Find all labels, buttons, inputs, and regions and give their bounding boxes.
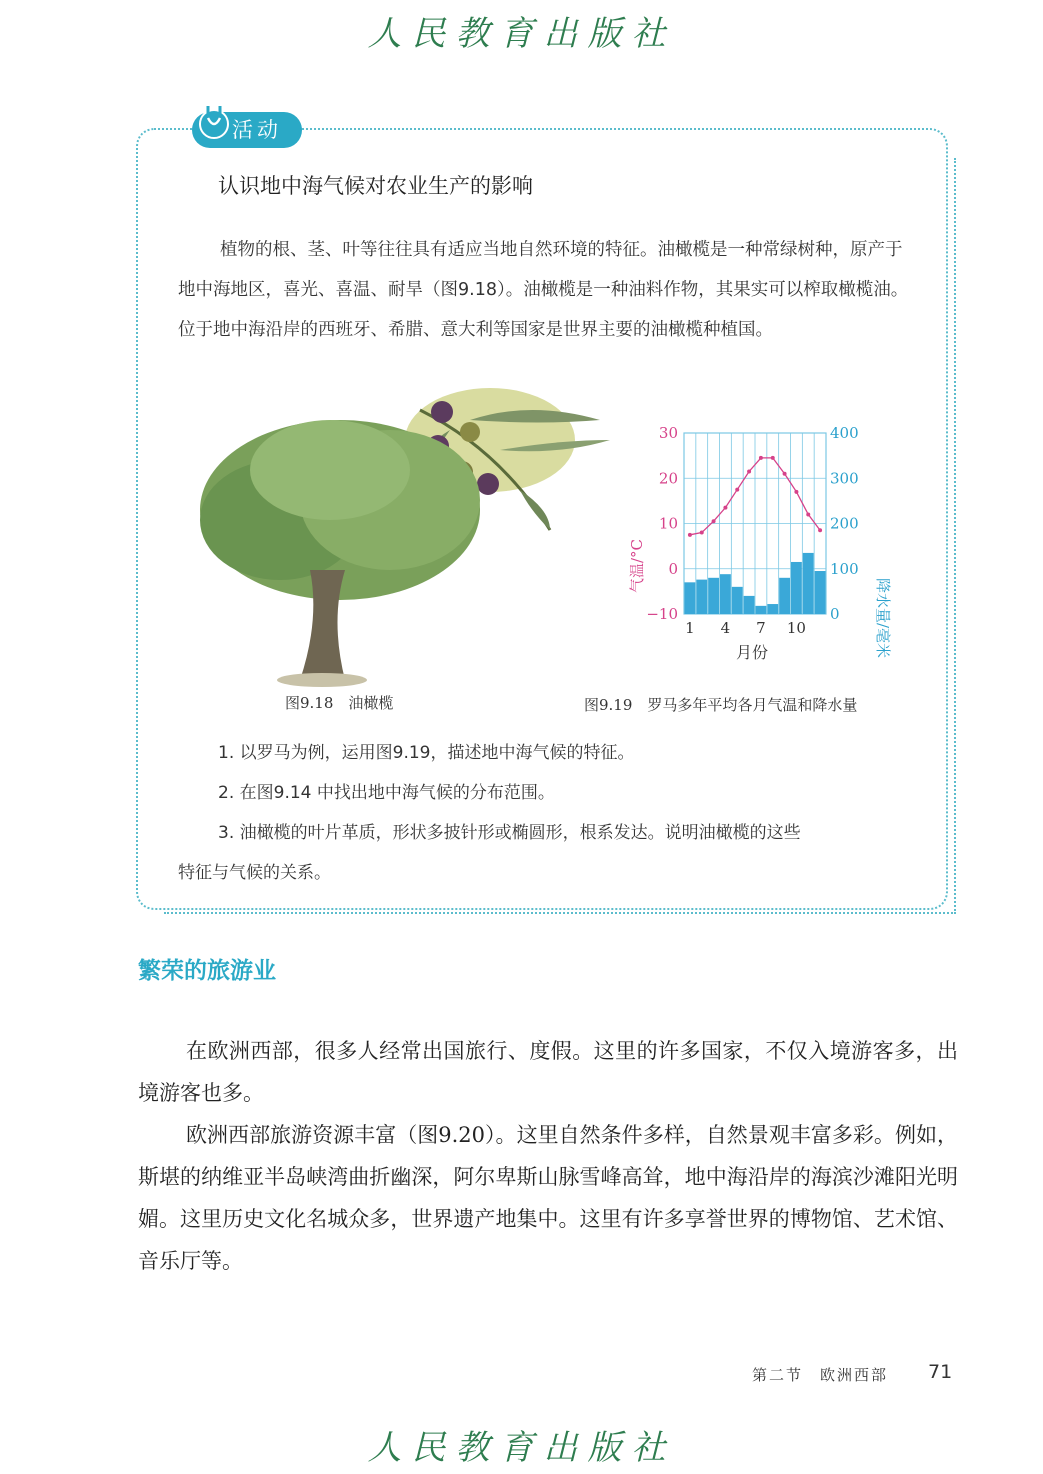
right-tick-label: 200 — [830, 514, 859, 533]
temperature-point — [806, 512, 810, 516]
figure-9-19-caption: 图9.19 罗马多年平均各月气温和降水量 — [584, 696, 858, 714]
right-axis-label: 降水量/毫米 — [874, 578, 892, 659]
section-title: 繁荣的旅游业 — [138, 957, 276, 984]
question-3: 3. 油橄榄的叶片革质，形状多披针形或椭圆形，根系发达。说明油橄榄的这些 — [218, 823, 801, 843]
page-number: 71 — [928, 1361, 953, 1383]
right-tick-label: 0 — [830, 605, 840, 623]
precipitation-bar — [744, 596, 755, 614]
temperature-point — [783, 472, 787, 476]
precipitation-bar — [791, 562, 802, 614]
temperature-point — [735, 488, 739, 492]
question-3-continued: 特征与气候的关系。 — [178, 863, 331, 883]
temperature-point — [771, 456, 775, 460]
activity-box-shadow-bottom — [164, 912, 956, 916]
tree-icon — [200, 420, 480, 687]
left-tick-label: 30 — [658, 424, 678, 442]
rome-climate-chart — [620, 418, 890, 668]
question-2: 2. 在图9.14 中找出地中海气候的分布范围。 — [218, 783, 555, 803]
precipitation-bar — [803, 553, 814, 614]
precipitation-bar — [720, 574, 731, 614]
body-paragraph-2: 欧洲西部旅游资源丰富（图9.20）。这里自然条件多样，自然景观丰富多彩。例如，斯堪的纳维亚半岛峡湾曲折幽深，阿尔卑斯山脉雪峰高耸，地中海沿岸的海滨沙滩阳光明媚。这里历史文化名城众多，世界遗产地集中。这里有许多享誉世界的博物馆、艺术馆、音乐厅等。 — [138, 1123, 958, 1273]
right-tick-label: 300 — [830, 469, 859, 488]
precipitation-bar — [732, 587, 743, 614]
left-tick-label: 0 — [668, 559, 678, 578]
precipitation-bar — [685, 582, 696, 614]
temperature-point — [723, 506, 727, 510]
figure-9-18-caption: 图9.18 油橄榄 — [285, 694, 394, 712]
activity-box-shadow-right — [954, 158, 956, 914]
temperature-point — [688, 533, 692, 537]
right-tick-label: 100 — [830, 559, 859, 578]
x-tick-label: 1 — [685, 619, 695, 637]
temperature-point — [700, 531, 704, 535]
left-tick-label: 10 — [658, 514, 678, 533]
left-tick-label: 20 — [658, 469, 678, 488]
right-axis-ticks — [830, 424, 859, 623]
olive-tree-illustration — [170, 380, 610, 690]
left-axis-label: 气温/°C — [628, 538, 646, 593]
publisher-logo-top: 人民教育出版社 — [367, 14, 676, 54]
activity-badge-label: 活动 — [232, 118, 282, 142]
temperature-point — [759, 456, 763, 460]
x-axis-ticks — [685, 619, 806, 637]
precipitation-bar — [708, 578, 719, 614]
left-axis-ticks — [646, 424, 678, 623]
precipitation-bar — [815, 571, 826, 614]
activity-paragraph: 植物的根、茎、叶等往往具有适应当地自然环境的特征。油橄榄是一种常绿树种，原产于地中海地区，喜光、喜温、耐旱（图9.18）。油橄榄是一种油料作物，其果实可以榨取橄榄油。位于地中海沿岸的西班牙、希腊、意大利等国家是世界主要的油橄榄种植国。 — [178, 240, 909, 340]
temperature-point — [794, 490, 798, 494]
precipitation-bar — [756, 606, 767, 614]
precipitation-bar — [767, 604, 778, 614]
activity-title: 认识地中海气候对农业生产的影响 — [218, 174, 533, 198]
right-tick-label: 400 — [830, 424, 859, 442]
footer-section-title: 第二节 欧洲西部 — [752, 1366, 889, 1384]
body-paragraph-1: 在欧洲西部，很多人经常出国旅行、度假。这里的许多国家，不仅入境游客多，出境游客也多。 — [138, 1039, 958, 1105]
magnifier-icon — [196, 98, 232, 140]
publisher-logo-bottom: 人民教育出版社 — [367, 1428, 676, 1468]
temperature-point — [818, 528, 822, 532]
left-tick-label: −10 — [646, 605, 678, 623]
x-axis-label: 月份 — [736, 643, 769, 662]
precipitation-bar — [779, 578, 790, 614]
temperature-point — [747, 469, 751, 473]
x-tick-label: 10 — [786, 619, 806, 637]
question-1: 1. 以罗马为例，运用图9.19，描述地中海气候的特征。 — [218, 743, 635, 763]
temperature-point — [712, 519, 716, 523]
x-tick-label: 4 — [720, 619, 731, 637]
precipitation-bar — [696, 580, 707, 614]
x-tick-label: 7 — [756, 619, 766, 637]
